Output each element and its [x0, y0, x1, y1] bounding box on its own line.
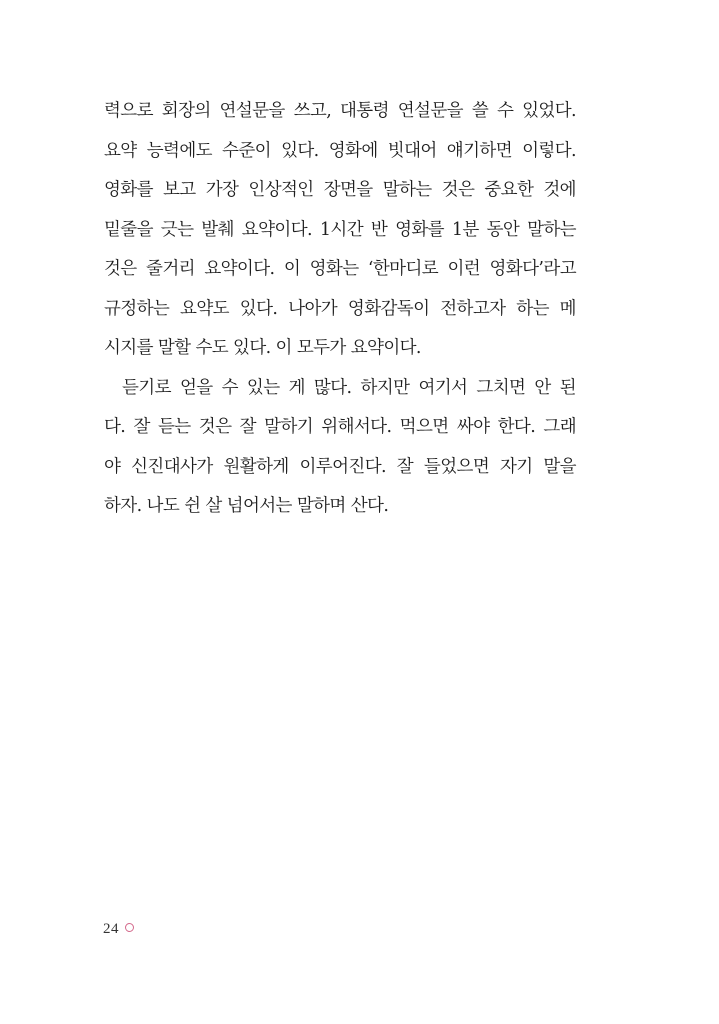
- body-line: 야 신진대사가 원활하게 이루어진다. 잘 들었으면 자기 말을: [104, 456, 576, 477]
- body-line: 력으로 회장의 연설문을 쓰고, 대통령 연설문을 쓸 수 있었다.: [104, 101, 576, 121]
- page-footer: [103, 918, 134, 939]
- paragraph-end-line: 시지를 말할 수도 있다. 이 모두가 요약이다.: [104, 338, 421, 358]
- page-number: 24: [103, 921, 119, 937]
- body-line: 규정하는 요약도 있다. 나아가 영화감독이 전하고자 하는 메: [104, 298, 576, 319]
- body-line: 영화를 보고 가장 인상적인 장면을 말하는 것은 중요한 것에: [104, 180, 576, 200]
- body-text: [104, 92, 576, 527]
- body-line: 것은 줄거리 요약이다. 이 영화는 ‘한마디로 이런 영화다’라고: [104, 259, 576, 279]
- body-line: 요약 능력에도 수준이 있다. 영화에 빗대어 얘기하면 이렇다.: [104, 140, 576, 161]
- body-line: 다. 잘 듣는 것은 잘 말하기 위해서다. 먹으면 싸야 한다. 그래: [104, 417, 576, 437]
- circle-icon: [125, 923, 134, 932]
- paragraph-end-line: 하자. 나도 쉰 살 넘어서는 말하며 산다.: [104, 496, 389, 516]
- body-line: 밑줄을 긋는 발췌 요약이다. 1시간 반 영화를 1분 동안 말하는: [104, 219, 576, 240]
- paragraph-start-line: 듣기로 얻을 수 있는 게 많다. 하지만 여기서 그치면 안 된: [122, 377, 576, 398]
